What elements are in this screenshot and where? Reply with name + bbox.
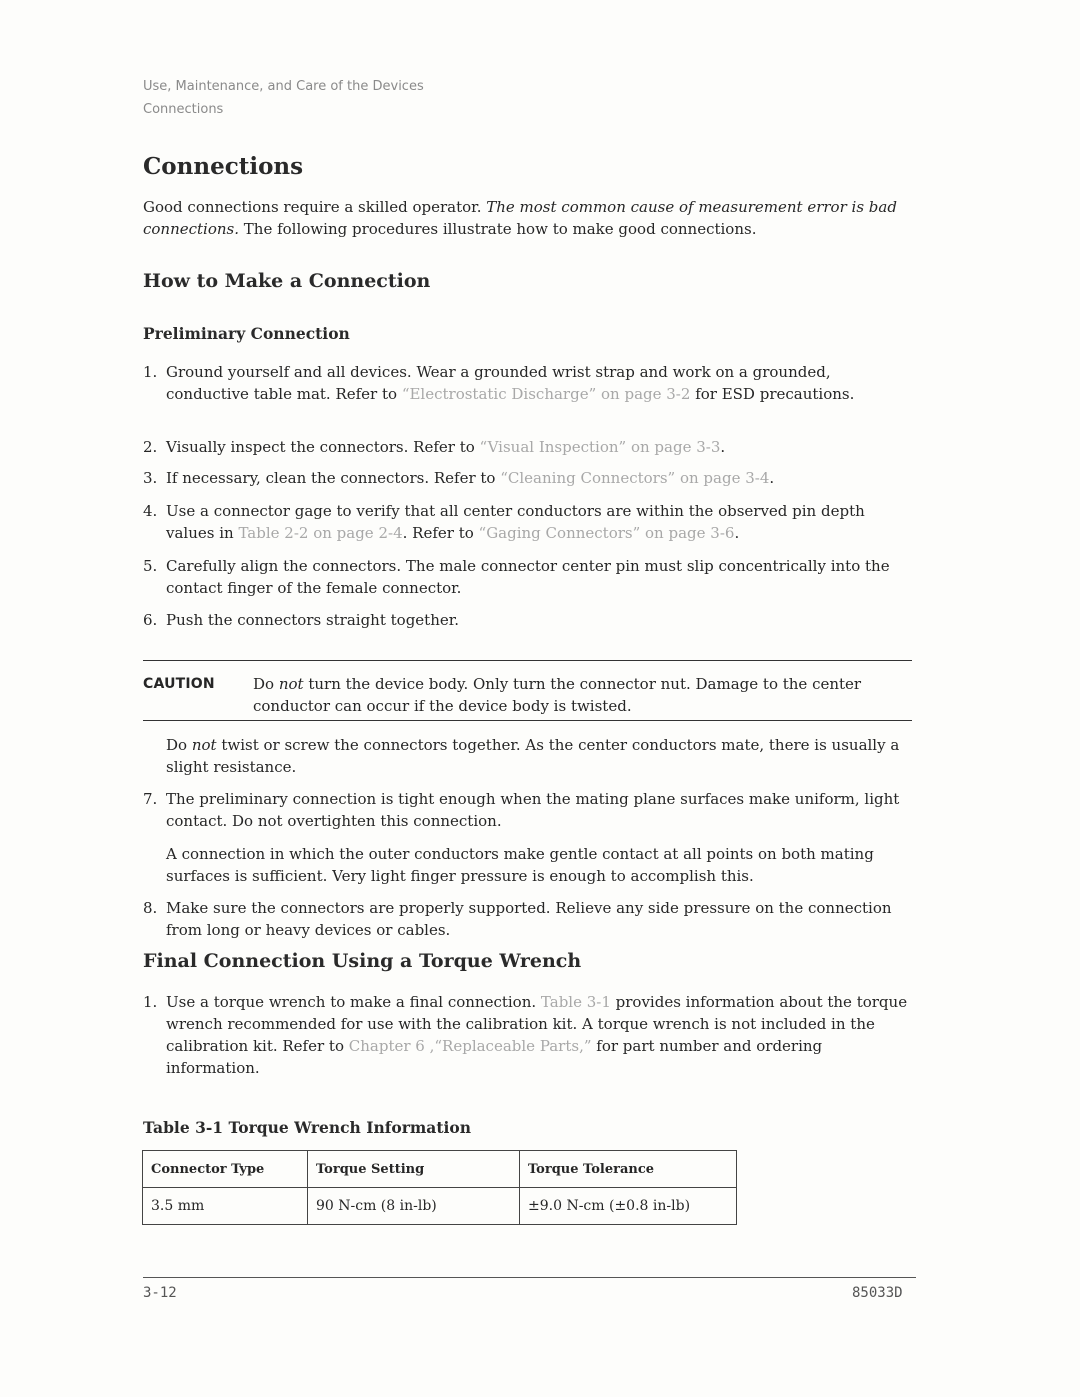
list-item: 4. Use a connector gage to verify that all center conductors are within the observed pin depth values in Table 2-2 on page 2-4. Refer to “Gaging Connectors” on page 3-6. xyxy=(143,502,865,542)
cross-reference-link[interactable]: Table 2-2 on page 2-4 xyxy=(238,524,403,542)
list-item: 8. Make sure the connectors are properly supported. Relieve any side pressure on the connection from long or heavy devices or cables. xyxy=(143,899,892,939)
cross-reference-link[interactable]: “Cleaning Connectors” on page 3-4 xyxy=(500,469,770,487)
caution-box xyxy=(143,673,913,717)
page-title: Connections xyxy=(143,153,304,180)
table-cell: 90 N-cm (8 in-lb) xyxy=(308,1188,520,1225)
intro-paragraph: Good connections require a skilled operator. The most common cause of measurement error is bad connections. The following procedures illustrate how to make good connections. xyxy=(143,198,897,238)
list-item: 2. Visually inspect the connectors. Refer to “Visual Inspection” on page 3-3. xyxy=(143,438,726,456)
table-header-cell: Torque Tolerance xyxy=(520,1151,737,1188)
caution-top-rule xyxy=(143,660,912,661)
note-paragraph: A connection in which the outer conductors make gentle contact at all points on both mating surfaces is sufficient. Very light finger pressure is enough to accomplish this. xyxy=(166,845,874,885)
list-item: 7. The preliminary connection is tight enough when the mating plane surfaces make uniform, light contact. Do not overtighten this connection. xyxy=(143,790,900,830)
table-cell: ±9.0 N-cm (±0.8 in-lb) xyxy=(520,1188,737,1225)
caution-label: CAUTION xyxy=(143,676,215,692)
cross-reference-link[interactable]: “Electrostatic Discharge” on page 3-2 xyxy=(401,385,691,403)
heading-final-connection: Final Connection Using a Torque Wrench xyxy=(143,950,582,972)
list-item: 1. Ground yourself and all devices. Wear a grounded wrist strap and work on a grounded, conductive table mat. Refer to “Electrostatic Discharge” on page 3-2 for ESD precautions. xyxy=(143,363,855,403)
list-item: 3. If necessary, clean the connectors. Refer to “Cleaning Connectors” on page 3-4. xyxy=(143,469,775,487)
caution-bottom-rule xyxy=(143,720,912,721)
torque-wrench-table xyxy=(142,1150,737,1225)
table-header-row xyxy=(143,1151,737,1188)
list-item: 1. Use a torque wrench to make a final connection. Table 3-1 provides information about the torque wrench recommended for use with the calibration kit. A torque wrench is not included in the calibration kit. Refer to Chapter 6 ,“Replaceable Parts,” for part number and ordering information. xyxy=(143,993,908,1077)
caution-text: Do not turn the device body. Only turn the connector nut. Damage to the center conductor can occur if the device body is twisted. xyxy=(253,675,862,715)
heading-how-to-make-connection: How to Make a Connection xyxy=(143,270,431,292)
table-row xyxy=(143,1188,737,1225)
cross-reference-link[interactable]: “Gaging Connectors” on page 3-6 xyxy=(478,524,735,542)
running-header-section: Connections xyxy=(143,102,224,117)
cross-reference-link[interactable]: Table 3-1 xyxy=(540,993,611,1011)
note-paragraph: Do not twist or screw the connectors together. As the center conductors mate, there is usually a slight resistance. xyxy=(166,736,900,776)
running-header-chapter: Use, Maintenance, and Care of the Devices xyxy=(143,79,424,94)
table-cell: 3.5 mm xyxy=(143,1188,308,1225)
cross-reference-link[interactable]: “Visual Inspection” on page 3-3 xyxy=(479,438,721,456)
table-header-cell: Connector Type xyxy=(143,1151,308,1188)
footer-rule xyxy=(143,1277,916,1278)
table-header-cell: Torque Setting xyxy=(308,1151,520,1188)
table-caption: Table 3-1 Torque Wrench Information xyxy=(143,1118,472,1137)
list-item: 6. Push the connectors straight together. xyxy=(143,611,460,629)
cross-reference-link[interactable]: Chapter 6 ,“Replaceable Parts,” xyxy=(348,1037,592,1055)
page-number: 3-12 xyxy=(143,1285,177,1301)
model-number: 85033D xyxy=(852,1285,903,1301)
heading-preliminary-connection: Preliminary Connection xyxy=(143,324,350,343)
list-item: 5. Carefully align the connectors. The male connector center pin must slip concentrically into the contact finger of the female connector. xyxy=(143,557,890,597)
